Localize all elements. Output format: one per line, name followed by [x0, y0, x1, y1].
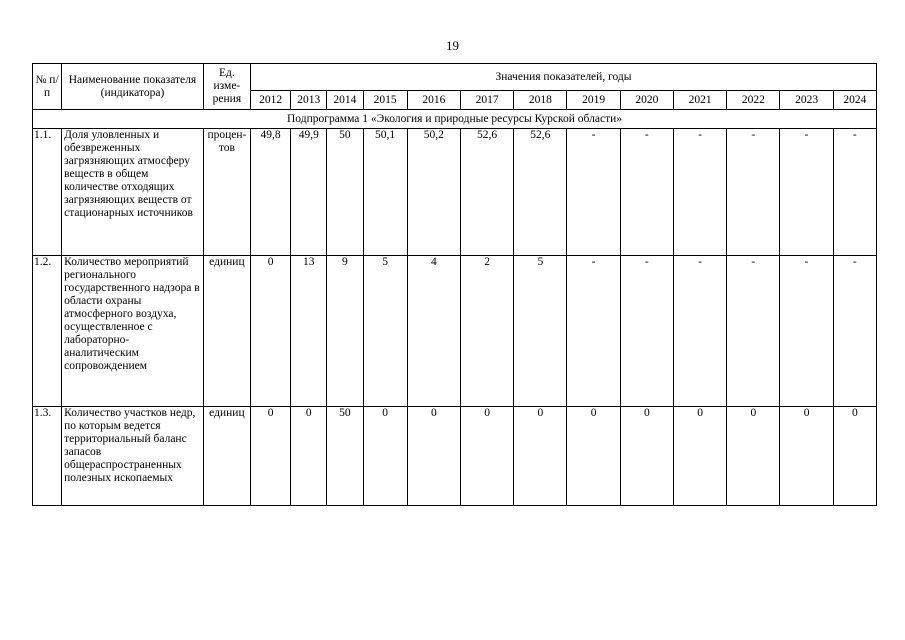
indicator-value: 0	[833, 407, 876, 506]
indicator-value: 50,1	[363, 129, 407, 256]
year-header-2016: 2016	[407, 91, 460, 110]
indicator-unit: единиц	[203, 256, 250, 407]
year-header-2024: 2024	[833, 91, 876, 110]
indicator-value: 4	[407, 256, 460, 407]
header-values: Значения показателей, годы	[251, 64, 877, 91]
indicators-table	[32, 63, 877, 506]
indicator-unit: процен-тов	[203, 129, 250, 256]
indicator-value: 0	[291, 407, 327, 506]
indicator-value: 49,8	[251, 129, 291, 256]
row-number: 1.3.	[33, 407, 62, 506]
year-header-2022: 2022	[727, 91, 780, 110]
indicator-value: -	[620, 256, 673, 407]
indicator-value: 0	[673, 407, 726, 506]
indicator-value: 52,6	[460, 129, 513, 256]
year-header-2017: 2017	[460, 91, 513, 110]
indicator-name: Количество мероприятий регионального государственного надзора в области охраны атмосферного воздуха, осуществленное с лабораторно-аналитическим сопровождением	[62, 256, 204, 407]
year-header-2015: 2015	[363, 91, 407, 110]
indicator-value: -	[780, 256, 833, 407]
subprogram-title: Подпрограмма 1 «Экология и природные ресурсы Курской области»	[33, 110, 877, 129]
indicator-value: 5	[514, 256, 567, 407]
indicator-value: 0	[251, 256, 291, 407]
indicator-value: -	[833, 256, 876, 407]
year-header-2018: 2018	[514, 91, 567, 110]
indicator-value: 0	[407, 407, 460, 506]
indicator-value: -	[567, 256, 620, 407]
indicator-value: 0	[780, 407, 833, 506]
row-number: 1.2.	[33, 256, 62, 407]
indicator-value: -	[727, 256, 780, 407]
indicator-value: 5	[363, 256, 407, 407]
indicator-value: 0	[251, 407, 291, 506]
indicator-value: 9	[327, 256, 363, 407]
indicator-value: -	[780, 129, 833, 256]
indicator-value: 50	[327, 407, 363, 506]
indicator-value: 0	[460, 407, 513, 506]
indicator-value: 0	[567, 407, 620, 506]
table-row	[33, 256, 877, 407]
header-unit: Ед. изме-рения	[203, 64, 250, 110]
indicator-name: Количество участков недр, по которым ведется территориальный баланс запасов общераспространенных полезных ископаемых	[62, 407, 204, 506]
indicator-value: -	[727, 129, 780, 256]
indicator-value: 49,9	[291, 129, 327, 256]
indicator-value: 0	[620, 407, 673, 506]
year-header-2020: 2020	[620, 91, 673, 110]
indicator-name: Доля уловленных и обезвреженных загрязняющих атмосферу веществ в общем количестве отходящих загрязняющих веществ от стационарных источников	[62, 129, 204, 256]
indicator-value: 0	[514, 407, 567, 506]
row-number: 1.1.	[33, 129, 62, 256]
page-number: 19	[446, 38, 459, 53]
indicator-value: 13	[291, 256, 327, 407]
indicator-value: 50	[327, 129, 363, 256]
year-header-2019: 2019	[567, 91, 620, 110]
indicator-unit: единиц	[203, 407, 250, 506]
year-header-2012: 2012	[251, 91, 291, 110]
indicator-value: -	[567, 129, 620, 256]
header-num: № п/п	[33, 64, 62, 110]
indicator-value: -	[673, 129, 726, 256]
indicator-value: 2	[460, 256, 513, 407]
indicator-value: 0	[363, 407, 407, 506]
year-header-2021: 2021	[673, 91, 726, 110]
indicator-value: -	[620, 129, 673, 256]
table-row	[33, 407, 877, 506]
indicator-value: 50,2	[407, 129, 460, 256]
indicator-value: 0	[727, 407, 780, 506]
indicator-value: -	[673, 256, 726, 407]
indicator-value: -	[833, 129, 876, 256]
subprogram-row	[33, 110, 877, 129]
header-name: Наименование показателя (индикатора)	[62, 64, 204, 110]
year-header-2014: 2014	[327, 91, 363, 110]
header-row	[33, 64, 877, 91]
year-header-2013: 2013	[291, 91, 327, 110]
indicator-value: 52,6	[514, 129, 567, 256]
year-header-2023: 2023	[780, 91, 833, 110]
table-row	[33, 129, 877, 256]
